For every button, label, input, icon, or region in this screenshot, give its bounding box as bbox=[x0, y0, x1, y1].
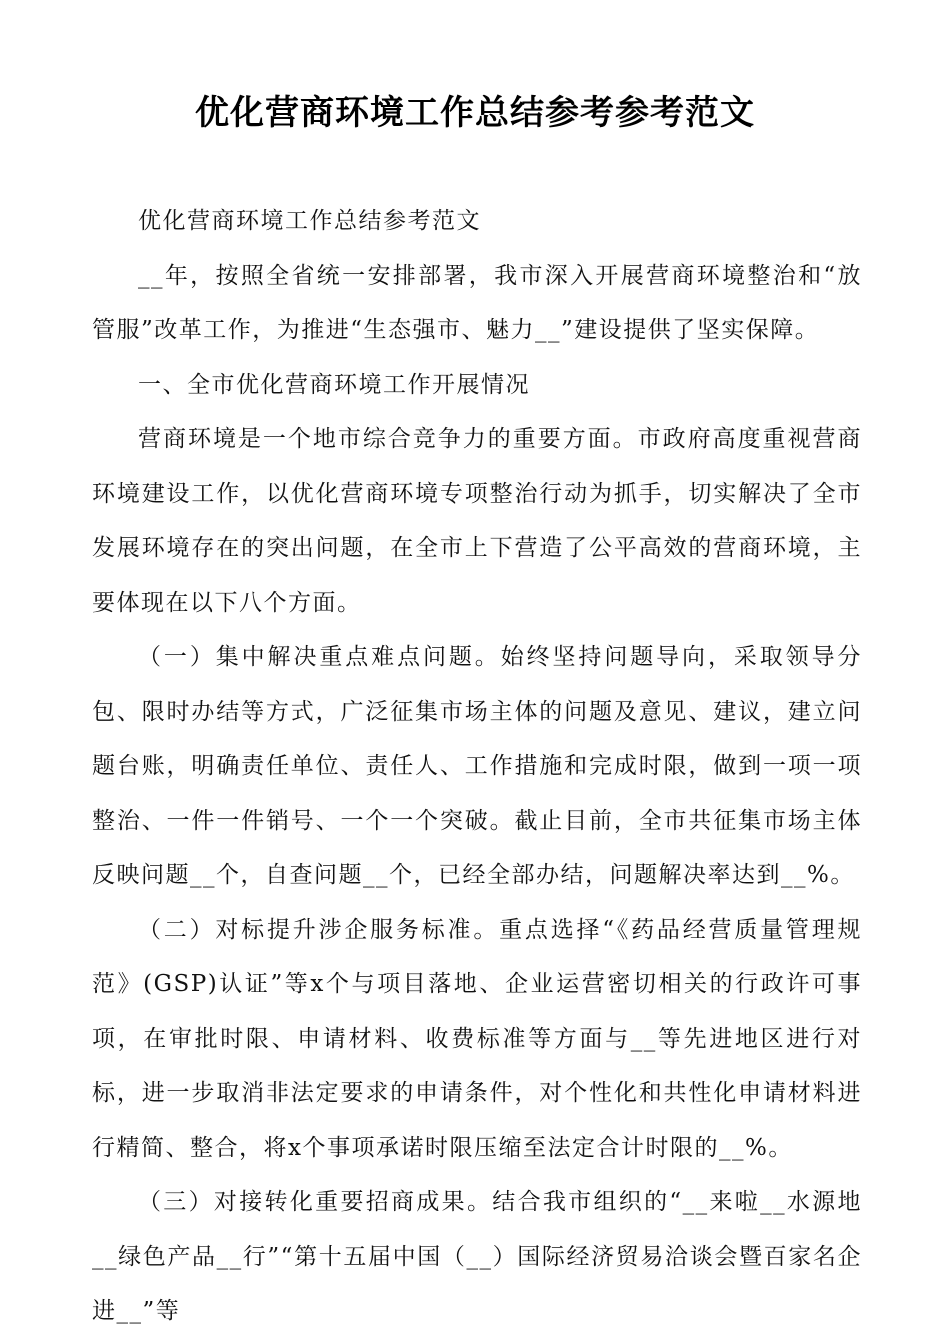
paragraph-item-3: （三）对接转化重要招商成果。结合我市组织的“__来啦__水源地__绿色产品__行”“第十五届中国（__）国际经济贸易洽谈会暨百家名企进__”等 bbox=[92, 1189, 862, 1324]
paragraph-intro: __年，按照全省统一安排部署，我市深入开展营商环境整治和“放管服”改革工作，为推进“生态强市、魅力__”建设提供了坚实保障。 bbox=[92, 262, 862, 343]
paragraph-item-2: （二）对标提升涉企服务标准。重点选择“《药品经营质量管理规范》(GSP)认证”等x个与项目落地、企业运营密切相关的行政许可事项，在审批时限、申请材料、收费标准等方面与__等先进地区进行对标，进一步取消非法定要求的申请条件，对个性化和共性化申请材料进行精简、整合，将x个事项承诺时限压缩至法定合计时限的__%。 bbox=[92, 916, 862, 1161]
document-title: 优化营商环境工作总结参考参考范文 bbox=[195, 93, 755, 133]
paragraph-subtitle: 优化营商环境工作总结参考范文 bbox=[138, 208, 481, 234]
paragraph-item-1: （一）集中解决重点难点问题。始终坚持问题导向，采取领导分包、限时办结等方式，广泛征集市场主体的问题及意见、建议，建立问题台账，明确责任单位、责任人、工作措施和完成时限，做到一项一项整治、一件一件销号、一个一个突破。截止目前，全市共征集市场主体反映问题__个，自查问题__个，已经全部办结，问题解决率达到__%。 bbox=[92, 644, 862, 888]
document-body bbox=[92, 194, 862, 1339]
paragraph-overview: 营商环境是一个地市综合竞争力的重要方面。市政府高度重视营商环境建设工作，以优化营商环境专项整治行动为抓手，切实解决了全市发展环境存在的突出问题，在全市上下营造了公平高效的营商环境，主要体现在以下八个方面。 bbox=[92, 426, 862, 616]
section-heading-1: 一、全市优化营商环境工作开展情况 bbox=[138, 371, 530, 398]
